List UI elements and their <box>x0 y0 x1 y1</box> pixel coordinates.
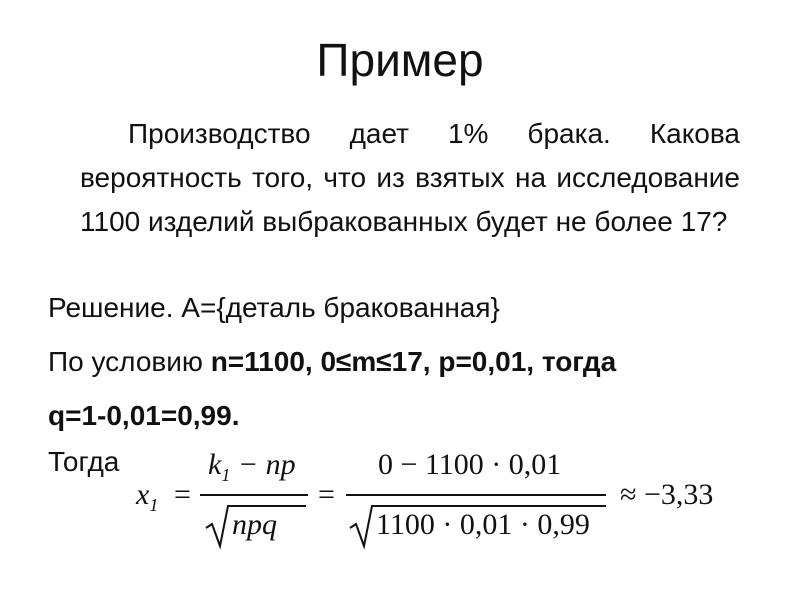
solution-line: Решение. А={деталь бракованная} <box>48 292 500 323</box>
condition-line <box>48 342 616 382</box>
denominator-2: 1100 · 0,01 · 0,99 <box>376 508 590 541</box>
num1-rest: − np <box>230 448 296 481</box>
equals-1: = <box>174 478 191 511</box>
slide-title: Пример <box>316 34 484 86</box>
formula <box>136 444 746 554</box>
then-label: Тогда <box>48 446 120 477</box>
result: ≈ −3,33 <box>620 478 714 511</box>
q-line: q=1-0,01=0,99. <box>48 400 240 431</box>
lhs-sub: 1 <box>149 495 159 515</box>
condition-values: n=1100, 0≤m≤17, p=0,01, тогда <box>210 346 617 377</box>
lhs-var: x <box>136 478 150 511</box>
problem-statement <box>80 112 740 244</box>
numerator-2: 0 − 1100 · 0,01 <box>378 448 562 481</box>
denominator-1: npq <box>232 508 277 541</box>
num1-var: k <box>208 448 222 481</box>
problem-text: Производство дает 1% брака. Какова вероятность того, что из взятых на исследование 1100 изделий выбракованных будет не более 17? <box>80 118 740 237</box>
equals-2: = <box>318 478 335 511</box>
numerator-1 <box>208 448 296 485</box>
condition-prefix: По условию <box>48 346 211 377</box>
num1-sub: 1 <box>221 465 231 485</box>
formula-lhs <box>136 478 159 515</box>
